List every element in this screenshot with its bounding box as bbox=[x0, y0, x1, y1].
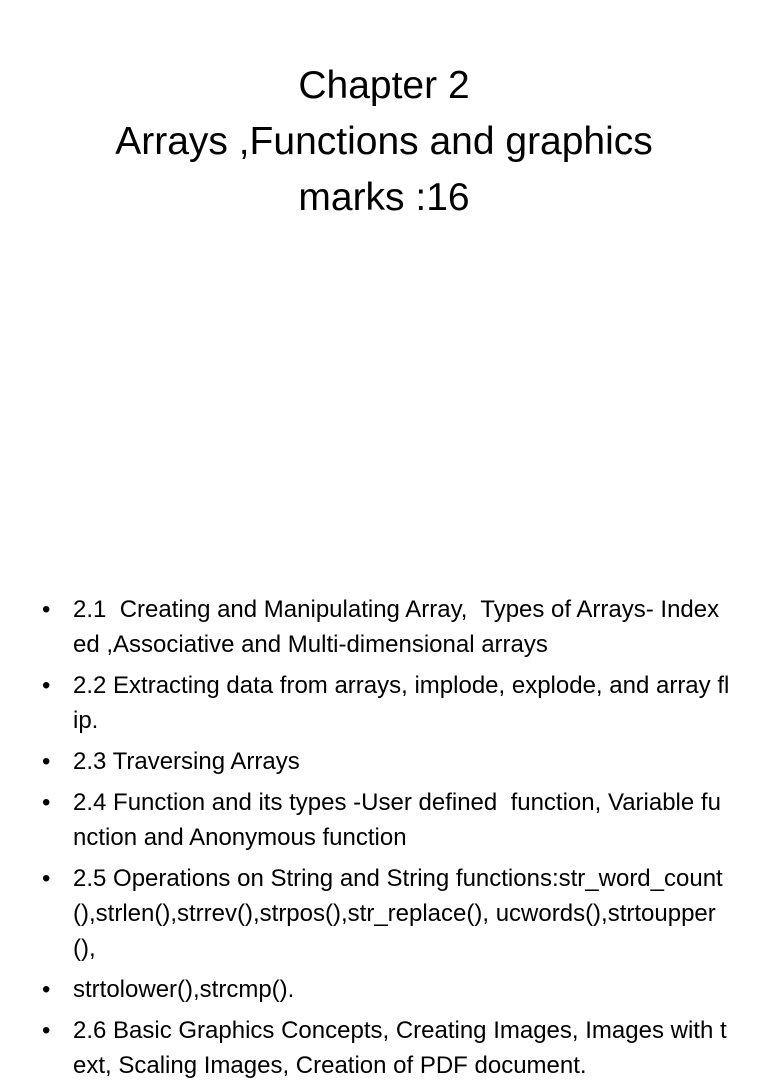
topic-text: 2.5 Operations on String and String functions:str_word_count(),strlen(),strrev(),strpos(),str_replace(), ucwords(),strtoupper(), bbox=[73, 865, 723, 962]
chapter-marks: marks :16 bbox=[298, 176, 470, 219]
topic-text: 2.2 Extracting data from arrays, implode, explode, and array flip. bbox=[73, 672, 730, 734]
bullet-dot-icon: • bbox=[42, 596, 51, 623]
topic-text: 2.4 Function and its types -User defined function, Variable function and Anonymous function bbox=[73, 789, 721, 851]
slide-body bbox=[40, 592, 730, 1089]
bullet-dot-icon: • bbox=[42, 865, 51, 892]
topic-text: strtolower(),strcmp(). bbox=[73, 976, 295, 1003]
bullet-dot-icon: • bbox=[42, 789, 51, 816]
topic-item-2-6 bbox=[40, 1013, 730, 1083]
topic-item-2-2 bbox=[40, 668, 730, 738]
chapter-topic: Arrays ,Functions and graphics bbox=[115, 120, 653, 163]
slide-title bbox=[0, 58, 768, 226]
bullet-dot-icon: • bbox=[42, 748, 51, 775]
topic-item-2-4 bbox=[40, 785, 730, 855]
topic-text: 2.6 Basic Graphics Concepts, Creating Images, Images with text, Scaling Images, Creation of PDF document. bbox=[73, 1017, 727, 1079]
chapter-heading: Chapter 2 bbox=[298, 64, 470, 107]
topic-item-2-5-cont bbox=[40, 972, 730, 1007]
bullet-dot-icon: • bbox=[42, 976, 51, 1003]
topic-item-2-1 bbox=[40, 592, 730, 662]
topic-item-2-3 bbox=[40, 744, 730, 779]
topic-list bbox=[40, 592, 730, 1083]
topic-text: 2.3 Traversing Arrays bbox=[73, 748, 300, 775]
bullet-dot-icon: • bbox=[42, 1017, 51, 1044]
topic-text: 2.1 Creating and Manipulating Array, Types of Arrays- Indexed ,Associative and Multi-dimensional arrays bbox=[73, 596, 720, 658]
bullet-dot-icon: • bbox=[42, 672, 51, 699]
topic-item-2-5 bbox=[40, 861, 730, 966]
